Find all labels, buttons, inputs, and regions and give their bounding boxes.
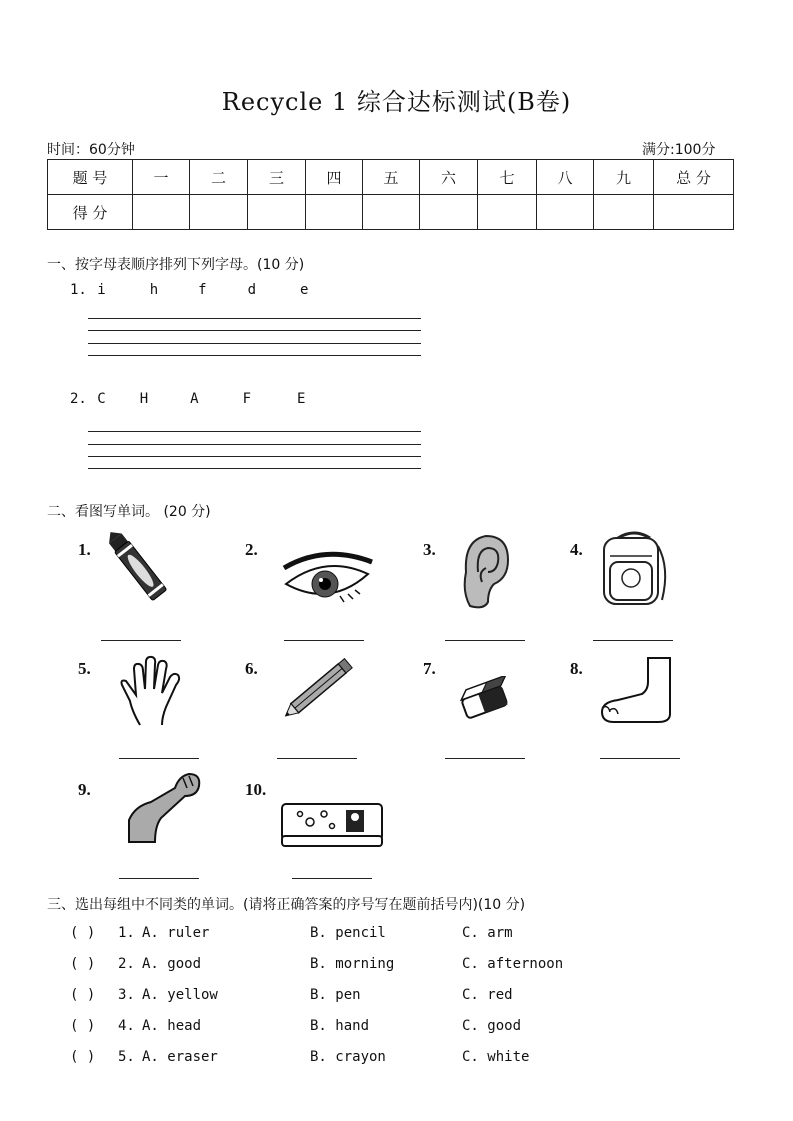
header-cell: 二 — [190, 160, 248, 195]
header-cell: 三 — [248, 160, 306, 195]
header-cell: 总 分 — [654, 160, 734, 195]
question-number: 5. — [118, 1049, 135, 1065]
arm-icon — [125, 768, 205, 846]
eye-icon — [280, 548, 375, 606]
answer-blank[interactable] — [445, 758, 525, 759]
page-title: Recycle 1 综合达标测试(B卷) — [221, 88, 572, 116]
answer-blank[interactable] — [284, 640, 364, 641]
option-a: A. ruler — [142, 925, 210, 941]
question-1-letters — [70, 282, 308, 298]
letter: e — [300, 282, 309, 298]
question-number: 1. — [118, 925, 135, 941]
score-cell[interactable] — [654, 195, 734, 230]
letter: A — [190, 391, 199, 407]
ear-icon — [458, 532, 513, 610]
writing-line[interactable] — [88, 444, 421, 445]
header-cell: 八 — [537, 160, 594, 195]
answer-blank[interactable] — [445, 640, 525, 641]
option-b: B. hand — [310, 1018, 370, 1034]
backpack-icon — [596, 528, 672, 608]
pencil-box-icon — [280, 800, 385, 850]
score-cell[interactable] — [306, 195, 363, 230]
score-cell[interactable] — [420, 195, 478, 230]
header-cell: 四 — [306, 160, 363, 195]
writing-line[interactable] — [88, 343, 421, 344]
answer-paren[interactable]: ( ) — [70, 1049, 96, 1065]
writing-line[interactable] — [88, 456, 421, 457]
option-c: C. red — [462, 987, 513, 1003]
score-table — [47, 159, 734, 230]
picture-number: 2. — [245, 540, 258, 559]
option-c: C. arm — [462, 925, 513, 941]
answer-blank[interactable] — [101, 640, 181, 641]
picture-number: 9. — [78, 780, 91, 799]
answer-blank[interactable] — [292, 878, 372, 879]
question-2-letters — [70, 391, 305, 407]
option-b: B. pencil — [310, 925, 386, 941]
letter: C — [97, 391, 106, 407]
writing-line[interactable] — [88, 431, 421, 432]
score-cell[interactable] — [190, 195, 248, 230]
option-c: C. white — [462, 1049, 530, 1065]
option-a: A. good — [142, 956, 202, 972]
picture-number: 3. — [423, 540, 436, 559]
option-a: A. eraser — [142, 1049, 218, 1065]
option-a: A. head — [142, 1018, 202, 1034]
picture-number: 5. — [78, 659, 91, 678]
header-cell: 九 — [594, 160, 654, 195]
question-number: 3. — [118, 987, 135, 1003]
picture-number: 4. — [570, 540, 583, 559]
section1-heading: 一、按字母表顺序排列下列字母。(10 分) — [47, 257, 305, 273]
header-cell: 五 — [363, 160, 420, 195]
header-cell: 一 — [133, 160, 190, 195]
eraser-icon — [455, 676, 515, 726]
score-cell[interactable] — [133, 195, 190, 230]
picture-number: 7. — [423, 659, 436, 678]
option-b: B. pen — [310, 987, 361, 1003]
letter: i — [97, 282, 106, 298]
writing-line[interactable] — [88, 355, 421, 356]
score-cell[interactable] — [594, 195, 654, 230]
option-b: B. morning — [310, 956, 395, 972]
pencil-icon — [275, 650, 365, 725]
answer-blank[interactable] — [277, 758, 357, 759]
option-b: B. crayon — [310, 1049, 386, 1065]
option-a: A. yellow — [142, 987, 218, 1003]
option-c: C. afternoon — [462, 956, 564, 972]
section3-heading: 三、选出每组中不同类的单词。(请将正确答案的序号写在题前括号内)(10 分) — [47, 897, 526, 913]
writing-line[interactable] — [88, 330, 421, 331]
answer-paren[interactable]: ( ) — [70, 1018, 96, 1034]
answer-blank[interactable] — [119, 758, 199, 759]
score-cell[interactable] — [537, 195, 594, 230]
letter: h — [149, 282, 159, 298]
picture-number: 10. — [245, 780, 267, 799]
score-cell[interactable] — [478, 195, 537, 230]
header-cell: 题 号 — [48, 160, 133, 195]
writing-line[interactable] — [88, 468, 421, 469]
foot-icon — [598, 654, 678, 724]
letter: f — [198, 282, 207, 298]
answer-blank[interactable] — [119, 878, 199, 879]
score-cell[interactable] — [363, 195, 420, 230]
hand-icon — [118, 655, 193, 730]
letter: d — [247, 282, 257, 298]
header-cell: 六 — [420, 160, 478, 195]
answer-blank[interactable] — [593, 640, 673, 641]
letter: E — [297, 391, 306, 407]
answer-paren[interactable]: ( ) — [70, 956, 96, 972]
answer-paren[interactable]: ( ) — [70, 987, 96, 1003]
question-number: 2. — [118, 956, 135, 972]
time-label: 时间：60分钟 — [47, 142, 135, 158]
question-number: 1. — [70, 282, 87, 298]
picture-number: 1. — [78, 540, 91, 559]
section2-heading: 二、看图写单词。 (20 分) — [47, 504, 211, 520]
writing-line[interactable] — [88, 318, 421, 319]
picture-number: 6. — [245, 659, 258, 678]
score-label: 满分:100分 — [642, 142, 716, 158]
answer-blank[interactable] — [600, 758, 680, 759]
letter: H — [139, 391, 149, 407]
header-cell: 七 — [478, 160, 537, 195]
option-c: C. good — [462, 1018, 522, 1034]
question-number: 4. — [118, 1018, 135, 1034]
letter: F — [242, 391, 252, 407]
row-label: 得 分 — [48, 195, 133, 230]
score-cell[interactable] — [248, 195, 306, 230]
crayon-icon — [100, 528, 180, 613]
picture-number: 8. — [570, 659, 583, 678]
question-number: 2. — [70, 391, 87, 407]
answer-paren[interactable]: ( ) — [70, 925, 96, 941]
